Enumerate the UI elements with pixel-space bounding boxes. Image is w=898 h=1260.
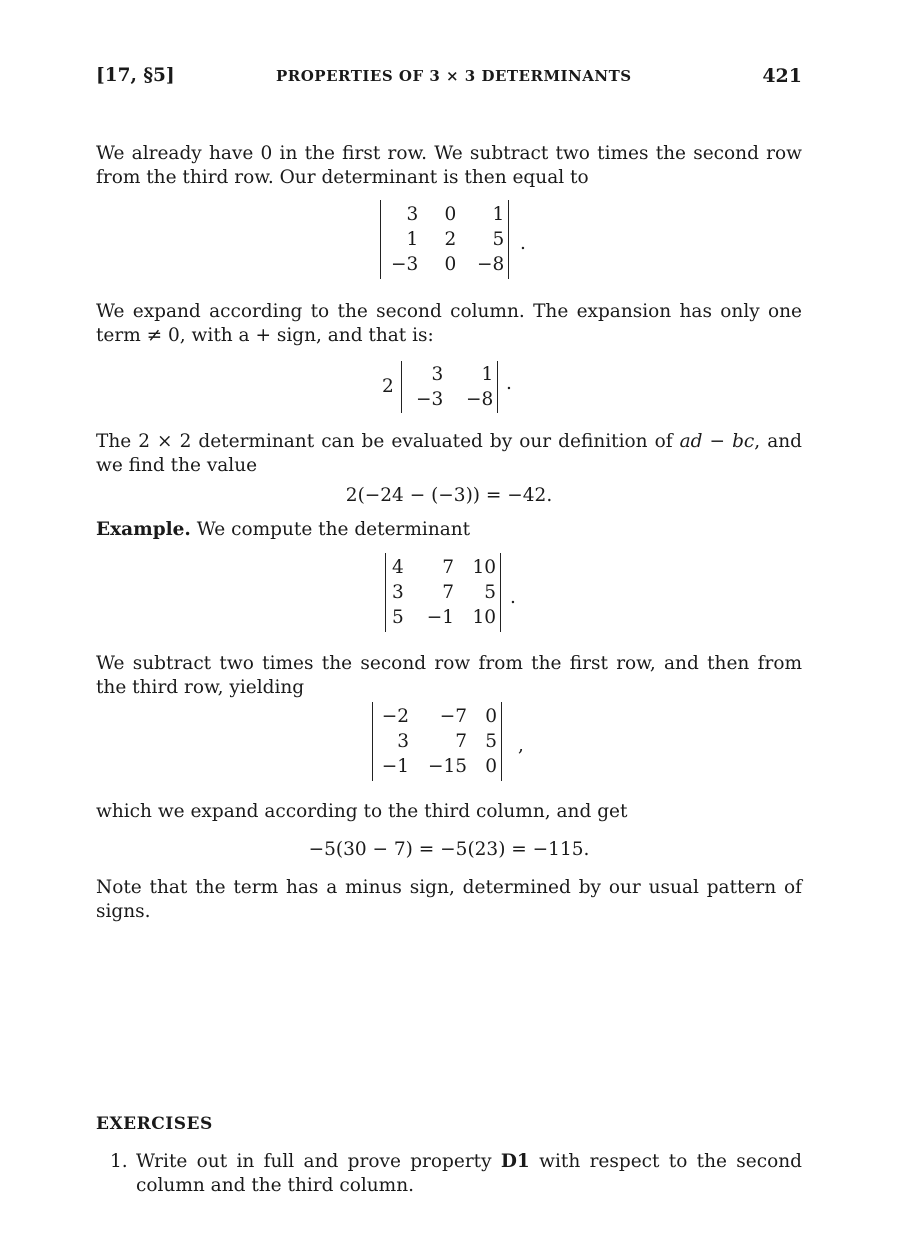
exercises-heading: EXERCISES bbox=[96, 1114, 213, 1134]
det4-row bbox=[379, 704, 497, 729]
det1-row bbox=[391, 252, 504, 277]
det2-row bbox=[416, 362, 493, 387]
determinant-3x3-example bbox=[385, 553, 501, 632]
determinant-3x3-reduced-example bbox=[372, 702, 502, 781]
exercise-text-part: with respect to the second column and the third column. bbox=[136, 1151, 802, 1196]
det4-punctuation: , bbox=[518, 735, 524, 756]
determinant-2x2 bbox=[401, 361, 498, 413]
det3-row bbox=[392, 580, 496, 605]
det3-cell: −1 bbox=[426, 607, 454, 628]
paragraph-6: Note that the term has a minus sign, determined by our usual pattern of signs. bbox=[96, 877, 802, 922]
equation-2: −5(30 − 7) = −5(23) = −115. bbox=[308, 839, 590, 860]
det3-cell: 7 bbox=[442, 582, 454, 603]
det2-cell: 3 bbox=[431, 364, 444, 385]
det1-cell: 1 bbox=[492, 204, 505, 225]
example-label: Example. bbox=[96, 519, 191, 540]
det3-row bbox=[392, 555, 496, 580]
exercise-text-part: Write out in full and prove property bbox=[136, 1151, 501, 1172]
det2-cell: −3 bbox=[416, 389, 444, 410]
det2-coefficient: 2 bbox=[382, 376, 394, 397]
det2-cell: −8 bbox=[466, 389, 494, 410]
det4-cell: 7 bbox=[455, 731, 467, 752]
equation-1: 2(−24 − (−3)) = −42. bbox=[345, 485, 553, 506]
det4-cell: −15 bbox=[427, 756, 467, 777]
det3-cell: 7 bbox=[442, 557, 454, 578]
section-reference: [17, §5] bbox=[96, 65, 175, 86]
running-title: PROPERTIES OF 3 × 3 DETERMINANTS bbox=[276, 67, 632, 85]
paragraph-4: We subtract two times the second row from the first row, and then from the third row, yielding bbox=[96, 653, 802, 698]
det3-cell: 4 bbox=[392, 557, 404, 578]
det3-row bbox=[392, 605, 496, 630]
det4-cell: 3 bbox=[397, 731, 409, 752]
det4-cell: 0 bbox=[485, 706, 497, 727]
det2-punctuation: . bbox=[506, 373, 512, 394]
det1-cell: 0 bbox=[444, 204, 457, 225]
det1-cell: −8 bbox=[477, 254, 505, 275]
det3-cell: 5 bbox=[392, 607, 404, 628]
det2-row bbox=[416, 387, 493, 412]
exercise-property-name: D1 bbox=[500, 1151, 530, 1172]
det1-cell: 5 bbox=[492, 229, 505, 250]
exercise-number: 1. bbox=[110, 1151, 128, 1172]
det3-punctuation: . bbox=[510, 587, 516, 608]
det4-cell: 5 bbox=[485, 731, 497, 752]
det4-cell: 0 bbox=[485, 756, 497, 777]
det1-cell: −3 bbox=[391, 254, 419, 275]
det1-cell: 0 bbox=[444, 254, 457, 275]
det1-cell: 2 bbox=[444, 229, 457, 250]
example-paragraph bbox=[96, 518, 802, 542]
paragraph-3: The 2 × 2 determinant can be evaluated by our definition of ad − bc, and we find the value bbox=[96, 431, 802, 476]
exercise-text bbox=[136, 1150, 802, 1198]
paragraph-5: which we expand according to the third column, and get bbox=[96, 801, 628, 822]
det3-cell: 5 bbox=[484, 582, 496, 603]
det3-cell: 10 bbox=[472, 557, 496, 578]
page-number: 421 bbox=[762, 65, 802, 87]
det3-cell: 3 bbox=[392, 582, 404, 603]
determinant-3x3-reduced bbox=[380, 200, 509, 279]
det2-cell: 1 bbox=[481, 364, 494, 385]
example-text: We compute the determinant bbox=[196, 519, 471, 540]
det4-row bbox=[379, 754, 497, 779]
det3-cell: 10 bbox=[472, 607, 496, 628]
det4-cell: −2 bbox=[381, 706, 409, 727]
running-head bbox=[96, 64, 802, 90]
det4-row bbox=[379, 729, 497, 754]
det1-punctuation: . bbox=[520, 233, 526, 254]
det1-row bbox=[391, 227, 504, 252]
det4-cell: −7 bbox=[439, 706, 467, 727]
det1-cell: 1 bbox=[406, 229, 419, 250]
paragraph-2: We expand according to the second column. The expansion has only one term ≠ 0, with a + sign, and that is: bbox=[96, 301, 802, 346]
paragraph-1: We already have 0 in the first row. We subtract two times the second row from the third row. Our determinant is then equal to bbox=[96, 143, 802, 188]
det4-cell: −1 bbox=[381, 756, 409, 777]
det1-cell: 3 bbox=[406, 204, 419, 225]
det1-row bbox=[391, 202, 504, 227]
